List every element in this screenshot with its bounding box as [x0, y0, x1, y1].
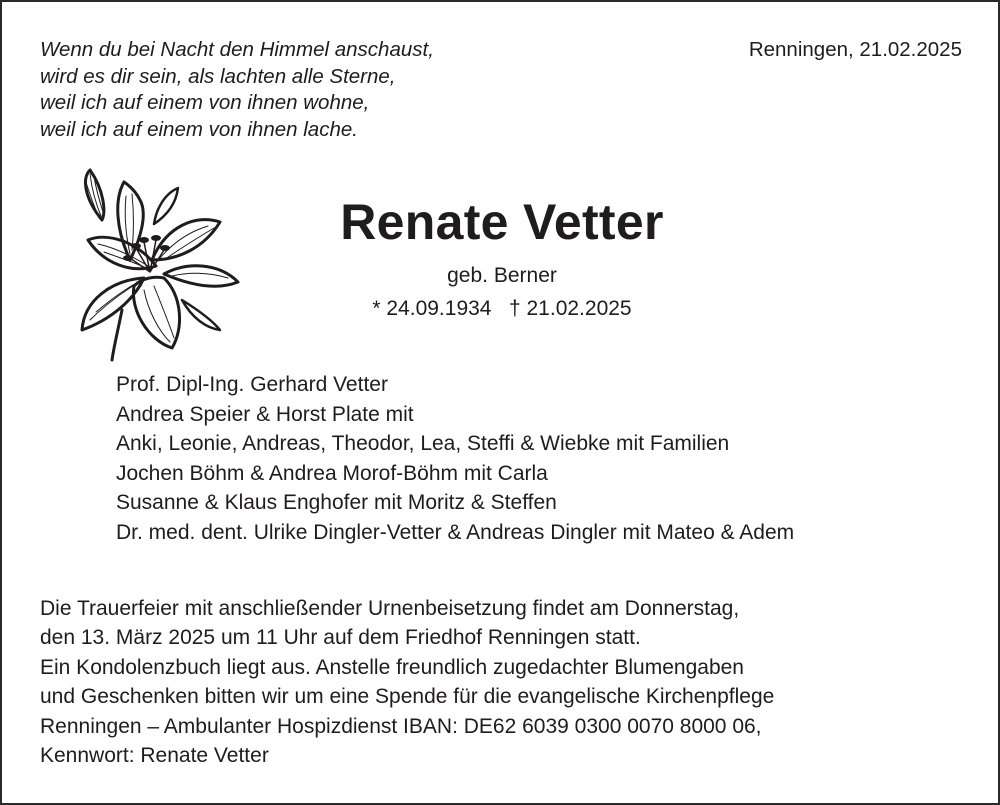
maiden-name: geb. Berner — [447, 264, 557, 287]
notice-line: und Geschenken bitten wir um eine Spende für die evangelische Kirchenpflege — [40, 685, 775, 709]
mourner-line: Anki, Leonie, Andreas, Theodor, Lea, Steffi & Wiebke mit Familien — [116, 432, 730, 456]
notice-line: Die Trauerfeier mit anschließender Urnenbeisetzung findet am Donnerstag, — [40, 597, 740, 620]
notice-line: Renningen – Ambulanter Hospizdienst IBAN: DE62 6039 0300 0070 8000 06, — [40, 714, 762, 738]
poem — [40, 37, 434, 143]
poem-line: Wenn du bei Nacht den Himmel anschaust, — [40, 38, 434, 61]
poem-line: wird es dir sein, als lachten alle Sterne, — [40, 64, 396, 88]
place-date: Renningen, 21.02.2025 — [748, 38, 962, 61]
funeral-notice — [40, 594, 774, 770]
mourner-line: Dr. med. dent. Ulrike Dingler-Vetter & Andreas Dingler mit Mateo & Adem — [116, 520, 795, 544]
mourner-line: Andrea Speier & Horst Plate mit — [116, 402, 414, 426]
mourner-line: Prof. Dipl-Ing. Gerhard Vetter — [116, 373, 388, 396]
mourners-list — [116, 370, 794, 548]
birth-death-dates: * 24.09.1934 † 21.02.2025 — [372, 297, 632, 320]
lily-flower-icon — [68, 160, 240, 362]
mourner-line: Jochen Böhm & Andrea Morof-Böhm mit Carla — [116, 461, 548, 485]
deceased-name: Renate Vetter — [340, 194, 664, 250]
mourner-line: Susanne & Klaus Enghofer mit Moritz & Steffen — [116, 491, 557, 515]
notice-line: den 13. März 2025 um 11 Uhr auf dem Friedhof Renningen statt. — [40, 626, 641, 650]
poem-line: weil ich auf einem von ihnen lache. — [40, 117, 358, 141]
notice-line: Ein Kondolenzbuch liegt aus. Anstelle freundlich zugedachter Blumengaben — [40, 655, 744, 679]
poem-line: weil ich auf einem von ihnen wohne, — [40, 91, 370, 114]
notice-line: Kennwort: Renate Vetter — [40, 744, 269, 768]
